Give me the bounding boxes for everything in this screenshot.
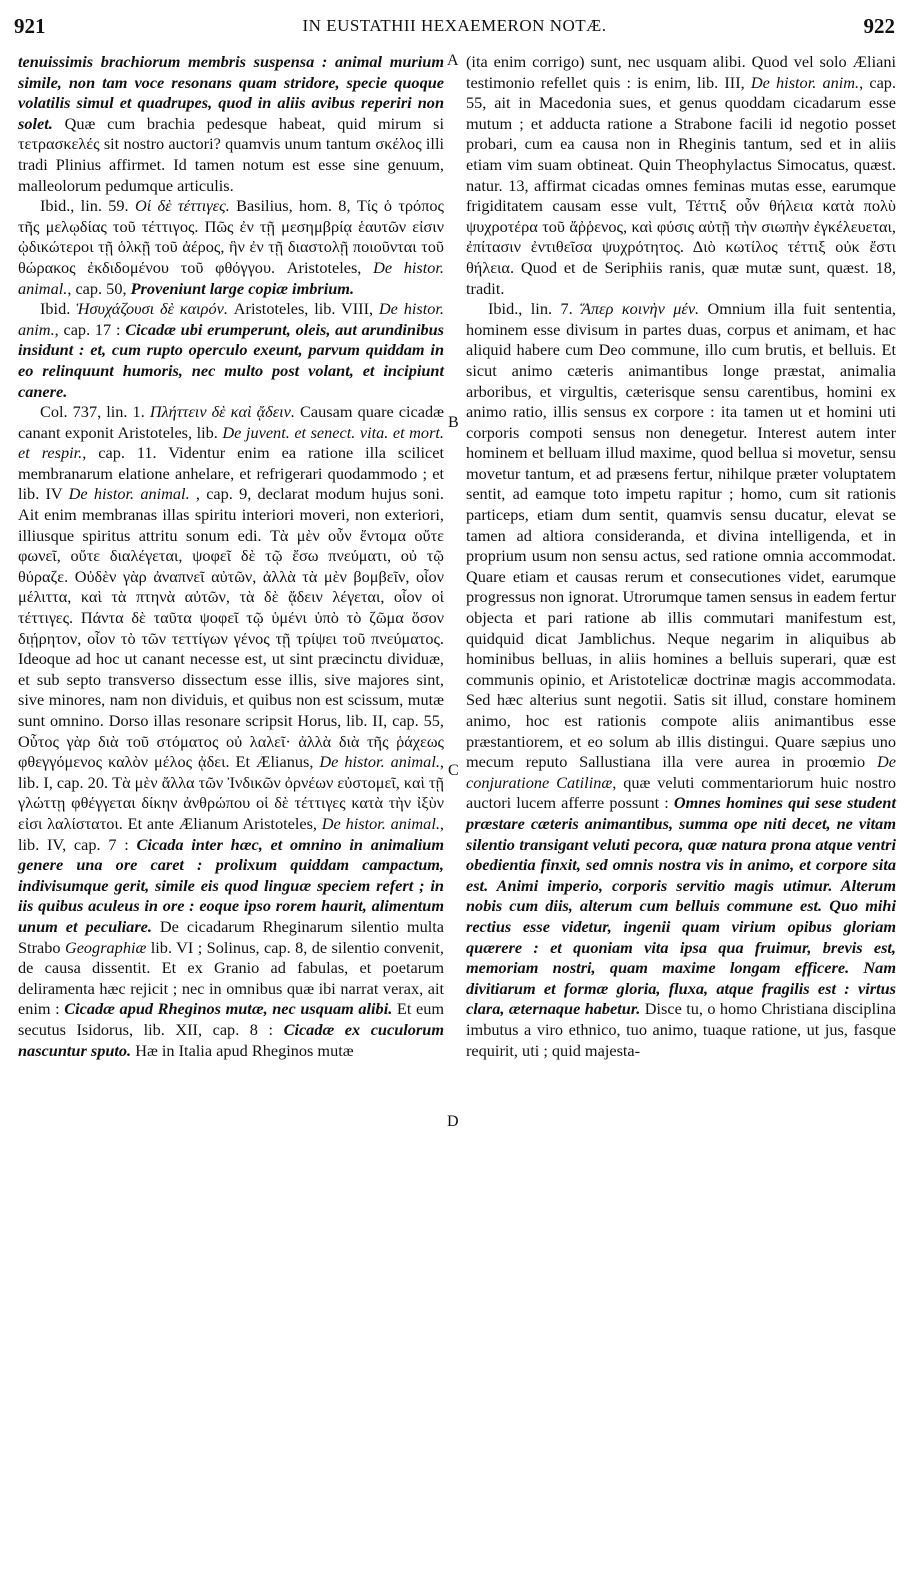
running-title: IN EUSTATHII HEXAEMERON NOTÆ. xyxy=(302,16,607,35)
right_column-paragraph: (ita enim corrigo) sunt, nec usquam alibi. Quod vel solo Æliani testimonio refellet quis : is enim, lib. III, De histor. anim., cap. 55, ait in Macedonia sues, et genus quoddam cicadarum esse mutum ; et adducta ratione a Strabone facili id negotio posset probari, cum ea causa non in Rheginis tantum, sed et in aliis etiam vim suam obtineat. Quin Theophylactus Simocatus, quæst. natur. 13, affirmat cicadas omnes feminas mutas esse, earumque frigiditatem causam esse vult, Τέττιξ οὖν θήλεια κατὰ πολὺ ψυχροτέρα τοῦ ἄῤῥενος, καὶ φύσις αὐτῇ τὴν σιωπὴν ἐγκέλευεται, ἐπίτασιν ἐντιθεῖσα ψυχρότητος. Διὸ κωτίλος τέττιξ οὐκ ἔστι θήλεια. Quod et de Seriphiis ranis, quæ mutæ sunt, quæst. 18, tradit. xyxy=(466,52,897,298)
page-number-right: 922 xyxy=(863,14,895,38)
margin-letter-b: B xyxy=(448,414,459,431)
left_column-paragraph: tenuissimis brachiorum membris suspensa : animal murium simile, non tam voce resonans quam stridore, specie quoque volatilis simul et quadrupes, quod in aliis avibus reperiri non solet. Quæ cum brachia pedesque habeat, quid mirum si τετρασκελές sit nostro auctori? quamvis unum tantum σκέλος illi tradi Plinius affirmet. Id tamen notum est esse sine genuum, malleolorum pedumque articulis. xyxy=(18,52,444,195)
margin-letter-c: C xyxy=(448,762,459,779)
left-column xyxy=(18,52,444,1061)
margin-letter-d: D xyxy=(447,1113,459,1130)
right-column xyxy=(466,52,896,1061)
margin-letter-a: A xyxy=(447,52,459,69)
left_column-paragraph: Ibid., lin. 59. Οἱ δὲ τέττιγες. Basilius, hom. 8, Τίς ὁ τρόπος τῆς μελῳδίας τοῦ τέττιγος. Πῶς ἐν τῇ μεσημβρίᾳ ἑαυτῶν εἰσιν ᾠδικώτεροι τῇ ὁλκῇ τοῦ ἀέρος, ἣν ἐν τῇ διαστολῇ ποιοῦνται τοῦ θώρακος ἐκδιδομένου τοῦ φθόγγου. Aristoteles, De histor. animal., cap. 50, Proveniunt large copiæ imbrium. xyxy=(18,196,444,298)
page-header xyxy=(14,14,895,48)
left_column-paragraph: Col. 737, lin. 1. Πλήττειν δὲ καὶ ᾄδειν. Causam quare cicadæ canant exponit Aristoteles, lib. De juvent. et senect. vita. et mort. et respir., cap. 11. Videntur enim ea ratione illa scilicet membranarum elatione anhelare, et refrigerari quodammodo ; et lib. IV De histor. animal. , cap. 9, declarat modum hujus soni. Ait enim membranas illas spiritu interiori moveri, non exteriori, illiusque spiritus attritu sonum edi. Τὰ μὲν οὖν ἔντομα οὔτε φωνεῖ, οὔτε διαλέγεται, ψοφεῖ δὲ τῷ ἔσω πνεύματι, οὐ τῷ θύραζε. Οὐδὲν γὰρ ἀναπνεῖ αὐτῶν, ἀλλὰ τὰ μὲν βομβεῖν, οἷον μέλιττα, καὶ τὰ πτηνὰ αὐτῶν, τὰ δὲ ᾄδειν λέγεται, οἷον οἱ τέττιγες. Πάντα δὲ ταῦτα ψοφεῖ τῷ ὑμένι ὑπὸ τὸ ζῶμα ὅσον διῄρητον, οἷον τὸ τῶν τεττίγων γένος τῇ τρίψει τοῦ πνεύματος. Ideoque ad hoc ut canant necesse est, ut sint præcinctu dividuæ, et sub septo transverso dissectum esse illis, sive majores sint, sive minores, nam non dividuis, et quibus non est scissum, mutæ sunt omnino. Dorso illas resonare scripsit Horus, lib. II, cap. 55, Οὗτος γὰρ διὰ τοῦ στόματος οὐ λαλεῖ· ἀλλὰ διὰ τῆς ῥάχεως φθεγγόμενος καλὸν μέλος ᾀδει. Et Ælianus, De histor. animal., lib. I, cap. 20. Τὰ μὲν ἄλλα τῶν Ἰνδικῶν ὀρνέων εὐστομεῖ, καὶ τῇ γλώττῃ φθέγγεται δίκην ἀνθρώπου οἱ δὲ τέττιγες κατὰ τὴν ἰξὺν εἰσι λαλίστατοι. Et ante Ælianum Aristoteles, De histor. animal., lib. IV, cap. 7 : Cicada inter hæc, et omnino in animalium genere una ore caret : prolixum quiddam campactum, indivisumque gerit, simile eis quod linguæ speciem refert ; in iis quibus aculeus in ore : eoque ipso rorem haurit, alimentum unum et peculiare. De cicadarum Rheginarum silentio multa Strabo Geographiæ lib. VI ; Solinus, cap. 8, de silentio convenit, de causa dissentit. Et ex Granio ad fabulas, et poetarum deliramenta hæc rejicit ; nec in omnibus quæ ibi narrat verax, ait enim : Cicadæ apud Rheginos mutæ, nec usquam alibi. Et eum secutus Isidorus, lib. XII, cap. 8 : Cicadæ ex cuculorum nascuntur sputo. Hæ in Italia apud Rheginos mutæ xyxy=(18,402,445,1060)
page-number-left: 921 xyxy=(14,14,46,38)
left_column-paragraph: Ibid. Ἡσυχάζουσι δὲ καιρόν. Aristoteles, lib. VIII, De histor. anim., cap. 17 : Cicadæ ubi erumperunt, oleis, aut arundinibus insidunt : et, cum rupto operculo exeunt, parvum quiddam in eo relinquunt humoris, nec multo post volant, et incipiunt canere. xyxy=(18,299,444,401)
right_column-paragraph: Ibid., lin. 7. Ἅπερ κοινὴν μέν. Omnium illa fuit sententia, hominem esse divisum in partes duas, corpus et animam, et hac aliquid habere cum Deo commune, illo cum brutis, et belluis. Et sicut animo cæteris animantibus longe præstat, animalia arboribus, et virgultis, cæterisque sensu carentibus, homini ex animo ratio, illis sensus ex corpore : ita tamen ut et homini uti corporis compoti sensus non denegetur. Interest autem inter hominem et belluam illud maxime, quod bellua si movetur, sensu movetur tantum, et ad præsens fertur, nihilque præter voluptatem sentit, ad eamque toto impetu rapitur ; homo, cum sit rationis particeps, etiam dum sentit, quamvis sensu ducatur, elevat se tamen ad altiora consideranda, et divina intelligenda, et in proprium usum non sensu actus, sed ratione omnia accommodat. Quare etiam et causas rerum et consecutiones videt, earumque progressus non ignorat. Utrorumque tamen sensus in eadem fertur objecta et pari ratione ab illis commutari manifestum est, quidquid dicat Jamblichus. Neque negarim in aliquibus ab hominibus belluas, in aliis homines a belluis superari, quæ est communis opinio, et Aristotelicæ doctrinæ magis accommodata. Sed hæc alterius sunt negotii. Satis sit illud, constare hominem animo, hoc est rationis compote aliis animantibus esse præstantiorem, et eo solum ab illis distingui. Quare sæpius uno mecum reputo Sallustiana illa vere aurea in proœmio De conjuratione Catilinæ, quæ veluti commentariorum huic nostro auctori lucem afferre possunt : Omnes homines qui sese student præstare cæteris animantibus, summa ope niti decet, ne vitam silentio transigant veluti pecora, quæ natura prona atque ventri obedientia finxit, sed omnis nostra vis in animo, et corpore sita est. Animi imperio, corporis servitio magis utimur. Alterum nobis cum diis, alterum cum belluis commune est. Quo mihi rectius esse videtur, ingenii quam virium opibus gloriam quærere : et quoniam vita ipsa qua fruimur, brevis est, memoriam nostri, quam maxime longam efficere. Nam divitiarum et formæ gloria, fluxa, atque fragilis est : virtus clara, æternaque habetur. Disce tu, o homo Christiana disciplina imbutus a viro ethnico, tuo animo, tuaque ratione, ut jus, fasque requirit, uti ; quid majesta- xyxy=(466,299,897,1060)
